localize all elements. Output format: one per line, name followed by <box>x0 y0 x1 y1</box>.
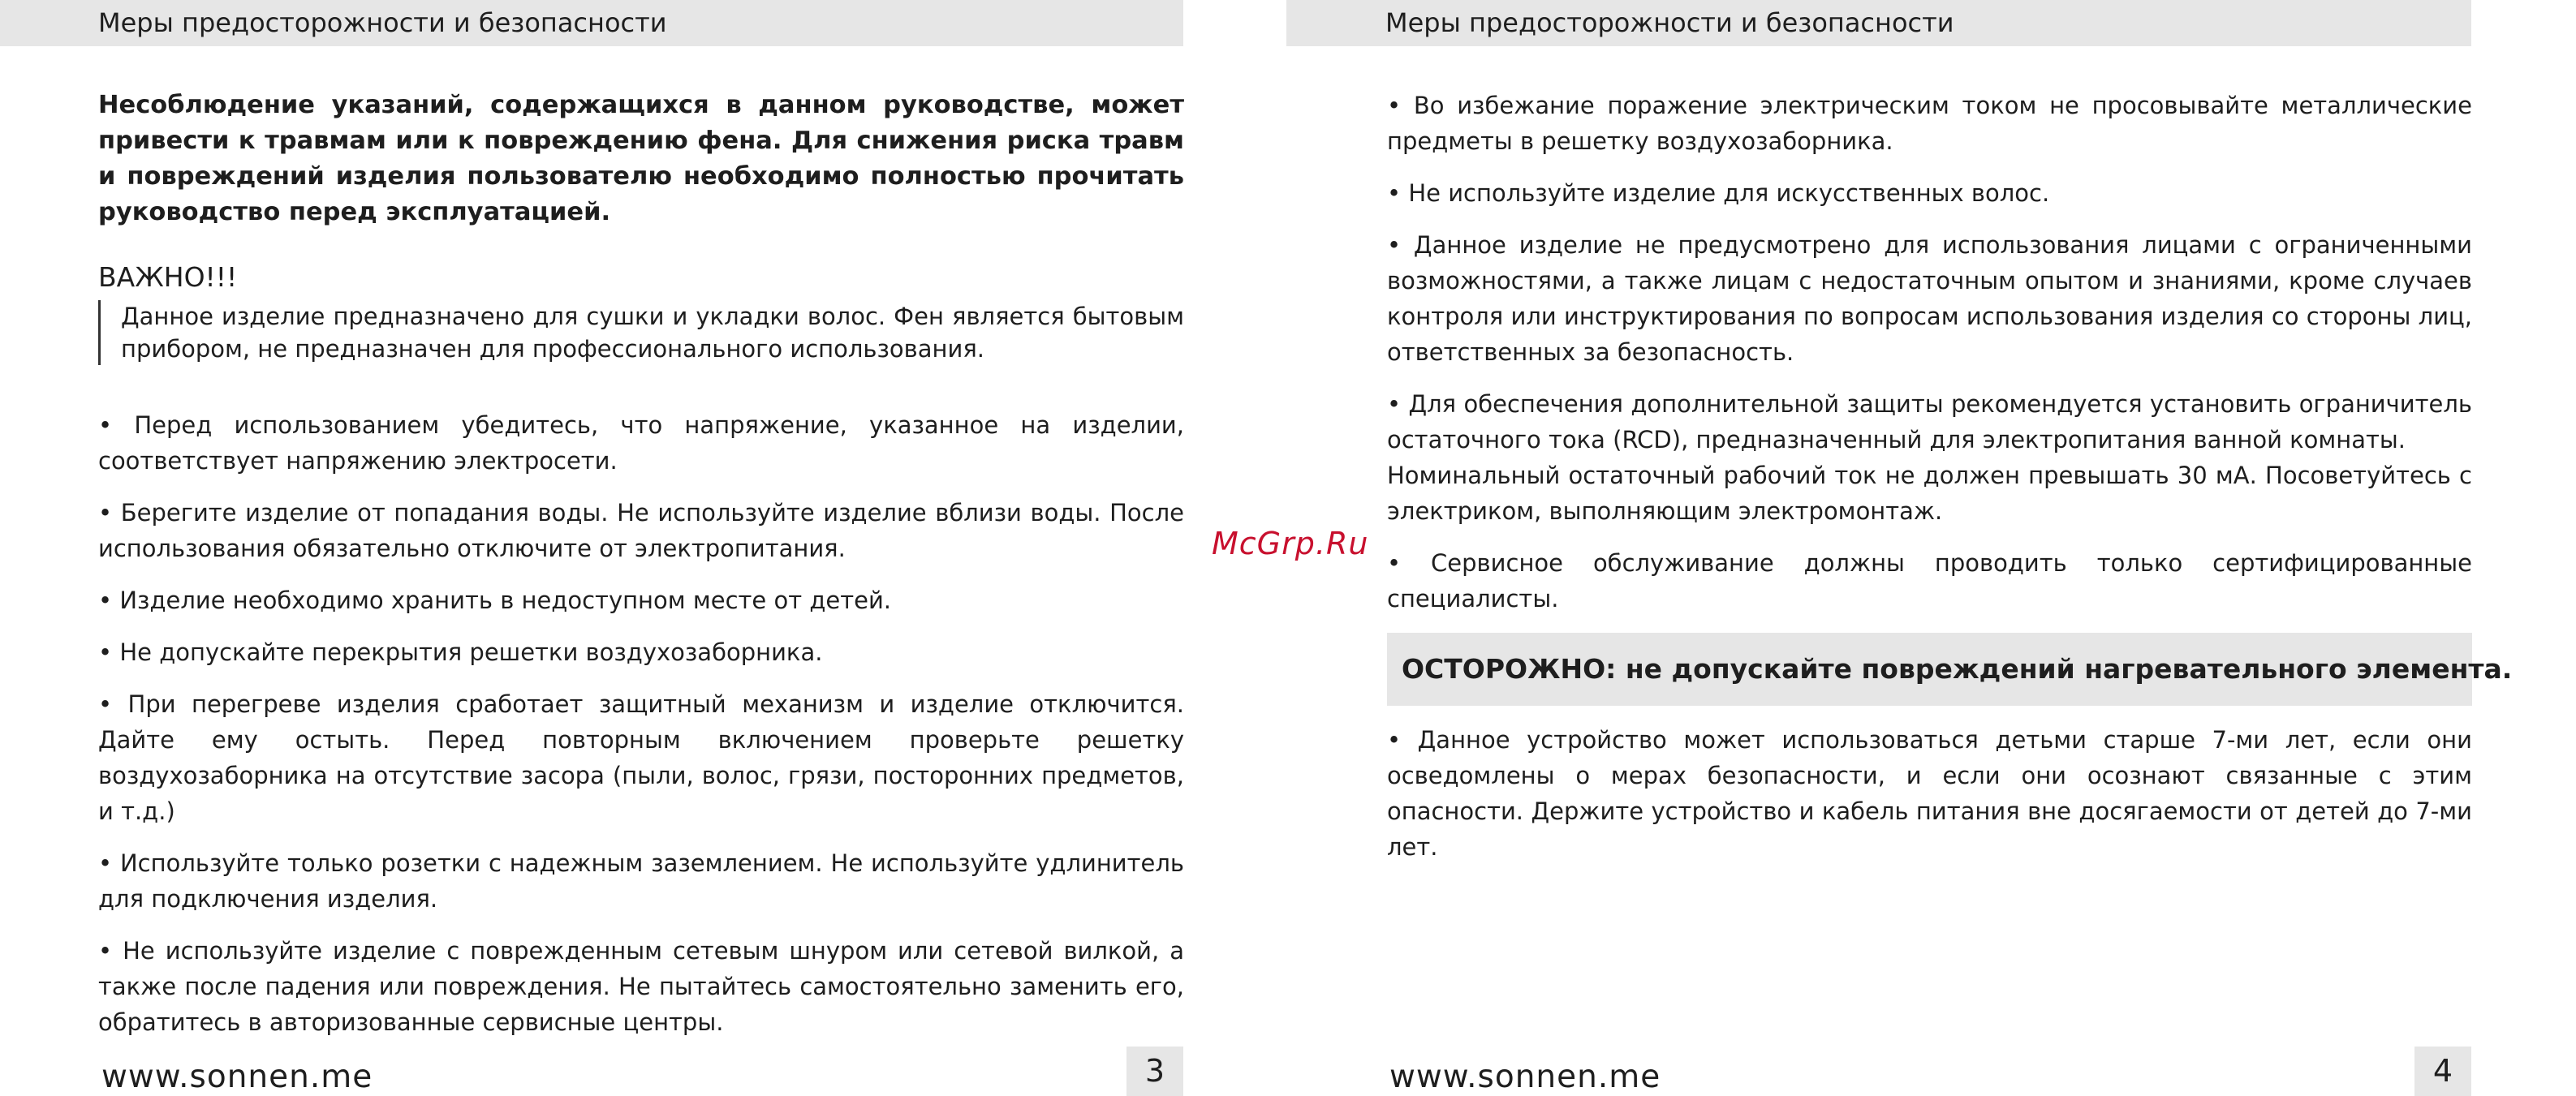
list-item <box>1387 88 2472 159</box>
list-item-rcd <box>1387 386 2472 529</box>
list-item-text: • Используйте только розетки с надежным заземлением. Не используйте удлинитель для подключения изделия. <box>98 849 1184 913</box>
list-item-text: • Не используйте изделие для искусственных волос. <box>1387 179 2050 207</box>
right-page <box>1286 0 2513 1096</box>
list-item-text: • Данное изделие не предусмотрено для использования лицами с ограниченными возможностями, а также лицам с недостаточным опытом и знаниями, кроме случаев контроля или инструктирования по вопросам использования изделия со стороны лиц, ответственных за безопасность. <box>1387 231 2472 366</box>
left-page <box>0 0 1201 1096</box>
list-item-text: • Данное устройство может использоваться детьми старше 7-ми лет, если они осведомлены о мерах безопасности, и если они осознают связанные с этим опасности. Держите устройство и кабель питания вне досягаемости от детей до 7-ми лет. <box>1387 726 2472 861</box>
list-item <box>1387 722 2472 865</box>
list-item <box>98 407 1184 479</box>
list-item-text: • При перегреве изделия сработает защитный механизм и изделие отключится. Дайте ему остыть. Перед повторным включением проверьте решетку воздухозаборника на отсутствие засора (пыли, волос, грязи, посторонних предметов, и т.д.) <box>98 690 1184 825</box>
list-item-text: • Перед использованием убедитесь, что напряжение, указанное на изделии, соответствует напряжению электросети. <box>98 411 1184 475</box>
list-item <box>98 686 1184 829</box>
rcd-text: • Для обеспечения дополнительной защиты рекомендуется установить ограничитель остаточного тока (RCD), предназначенный для электропитания ванной комнаты. <box>1387 390 2472 453</box>
important-title: ВАЖНО!!! <box>98 261 238 293</box>
list-item <box>1387 227 2472 370</box>
page-number: 3 <box>1126 1047 1183 1096</box>
right-page-header: Меры предосторожности и безопасности <box>1286 0 2471 46</box>
list-item <box>98 495 1184 566</box>
list-item-text: • Во избежание поражение электрическим током не просовывайте металлические предметы в решетку воздухозаборника. <box>1387 92 2472 155</box>
list-item <box>98 933 1184 1040</box>
list-item-text: • Не допускайте перекрытия решетки воздухозаборника. <box>98 638 823 666</box>
left-page-content <box>98 88 1184 1056</box>
page-number: 4 <box>2414 1047 2471 1096</box>
list-item <box>98 634 1184 670</box>
list-item <box>98 845 1184 917</box>
list-item-text: • Не используйте изделие с поврежденным сетевым шнуром или сетевой вилкой, а также после падения или повреждения. Не пытайтесь самостоятельно заменить его, обратитесь в авторизованные сервисные центры. <box>98 937 1184 1036</box>
list-item <box>1387 545 2472 617</box>
footer-website-link: www.sonnen.me <box>1389 1059 1661 1095</box>
important-note: Данное изделие предназначено для сушки и укладки волос. Фен является бытовым прибором, не предназначен для профессионального использования. <box>98 300 1184 365</box>
watermark: McGrp.Ru <box>1212 526 1369 561</box>
caution-banner: ОСТОРОЖНО: не допускайте повреждений нагревательного элемента. <box>1387 633 2472 706</box>
right-page-content <box>1387 88 2513 881</box>
list-item-text: • Изделие необходимо хранить в недоступном месте от детей. <box>98 587 892 614</box>
list-item <box>1387 175 2472 211</box>
rcd-current-text: Номинальный остаточный рабочий ток не должен превышать 30 мА. Посоветуйтесь с электриком, выполняющим электромонтаж. <box>1387 462 2472 525</box>
list-item <box>98 582 1184 618</box>
footer-website-link: www.sonnen.me <box>101 1059 373 1095</box>
intro-warning: Несоблюдение указаний, содержащихся в данном руководстве, может привести к травмам или к повреждению фена. Для снижения риска травм и повреждений изделия пользователю необходимо полностью прочитать руководство перед эксплуатацией. <box>98 91 1184 226</box>
list-item-text: • Сервисное обслуживание должны проводить только сертифицированные специалисты. <box>1387 549 2472 612</box>
left-page-header: Меры предосторожности и безопасности <box>0 0 1183 46</box>
list-item-text: • Берегите изделие от попадания воды. Не используйте изделие вблизи воды. После использования обязательно отключите от электропитания. <box>98 499 1184 562</box>
